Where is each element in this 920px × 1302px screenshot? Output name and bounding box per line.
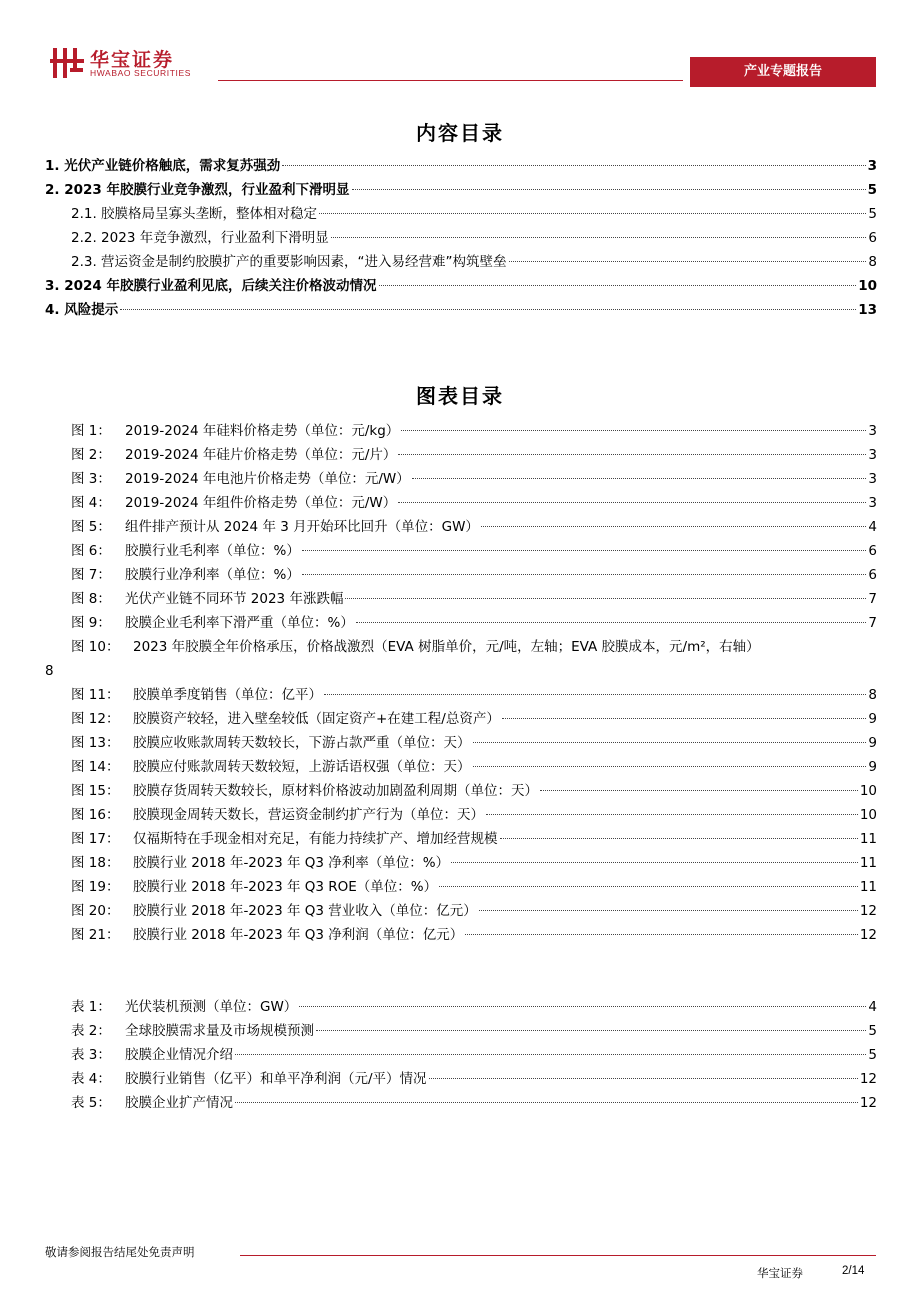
dot-leader xyxy=(473,742,867,743)
table-number: 表 4： xyxy=(71,1071,111,1087)
toc-entry-label: 4. 风险提示 xyxy=(45,302,119,318)
figure-entry[interactable] xyxy=(45,587,877,611)
figure-label: 组件排产预计从 2024 年 3 月开始环比回升（单位：GW） xyxy=(125,519,479,535)
figure-label: 胶膜单季度销售（单位：亿平） xyxy=(133,687,322,703)
figure-number: 图 5： xyxy=(71,519,111,535)
toc-entry[interactable] xyxy=(45,226,877,250)
table-page: 5 xyxy=(868,1023,877,1039)
figure-page: 4 xyxy=(868,519,877,535)
page-header xyxy=(0,0,920,100)
dot-leader xyxy=(465,934,858,935)
figure-label: 胶膜应收账款周转天数较长，下游占款严重（单位：天） xyxy=(133,735,471,751)
dot-leader xyxy=(345,598,866,599)
table-label: 光伏装机预测（单位：GW） xyxy=(125,999,298,1015)
figure-entry[interactable] xyxy=(45,419,877,443)
figure-label: 胶膜行业毛利率（单位：%） xyxy=(125,543,300,559)
figure-entry[interactable] xyxy=(45,707,877,731)
toc-entry-page: 13 xyxy=(858,302,877,318)
contents-list xyxy=(45,154,877,322)
figure-entry[interactable] xyxy=(45,635,877,683)
table-entry[interactable] xyxy=(45,1043,877,1067)
dot-leader xyxy=(401,430,866,431)
dot-leader xyxy=(319,213,866,214)
figure-label: 胶膜企业毛利率下滑严重（单位：%） xyxy=(125,615,354,631)
figures-title: 图表目录 xyxy=(416,384,504,408)
dot-leader xyxy=(356,622,867,623)
figure-page: 10 xyxy=(859,783,877,799)
figure-number: 图 8： xyxy=(71,591,111,607)
table-number: 表 3： xyxy=(71,1047,111,1063)
table-page: 4 xyxy=(868,999,877,1015)
figure-number: 图 7： xyxy=(71,567,111,583)
figure-label: 胶膜存货周转天数较长，原材料价格波动加剧盈利周期（单位：天） xyxy=(133,783,538,799)
figure-number: 图 4： xyxy=(71,495,111,511)
figure-entry[interactable] xyxy=(45,851,877,875)
figure-entry[interactable] xyxy=(45,923,877,947)
figure-entry[interactable] xyxy=(45,803,877,827)
toc-entry-label: 2.1. 胶膜格局呈寡头垄断，整体相对稳定 xyxy=(71,206,318,222)
table-entry[interactable] xyxy=(45,995,877,1019)
figure-page: 11 xyxy=(859,879,877,895)
figure-entry[interactable] xyxy=(45,563,877,587)
table-label: 胶膜行业销售（亿平）和单平净利润（元/平）情况 xyxy=(125,1071,427,1087)
toc-entry[interactable] xyxy=(45,250,877,274)
figure-entry[interactable] xyxy=(45,731,877,755)
figure-label: 胶膜应付账款周转天数较短，上游话语权强（单位：天） xyxy=(133,759,471,775)
dot-leader xyxy=(235,1054,866,1055)
figure-label: 胶膜行业 2018 年-2023 年 Q3 营业收入（单位：亿元） xyxy=(133,903,477,919)
figure-entry[interactable] xyxy=(45,899,877,923)
toc-entry-page: 10 xyxy=(858,278,877,294)
dot-leader xyxy=(479,910,858,911)
dot-leader xyxy=(331,237,867,238)
toc-entry-page: 3 xyxy=(867,158,877,174)
dot-leader xyxy=(502,718,867,719)
figure-number: 图 11： xyxy=(71,687,120,703)
figure-number: 图 19： xyxy=(71,879,120,895)
figure-page: 7 xyxy=(868,615,877,631)
figure-label: 2019-2024 年硅片价格走势（单位：元/片） xyxy=(125,447,397,463)
table-number: 表 5： xyxy=(71,1095,111,1111)
figure-label: 仅福斯特在手现金相对充足，有能力持续扩产、增加经营规模 xyxy=(133,831,498,847)
figure-number: 图 15： xyxy=(71,783,120,799)
figure-entry[interactable] xyxy=(45,491,877,515)
figure-entry[interactable] xyxy=(45,611,877,635)
footer-company: 华宝证券 xyxy=(757,1266,803,1280)
figure-page: 3 xyxy=(868,423,877,439)
figure-entry[interactable] xyxy=(45,515,877,539)
figure-number: 图 1： xyxy=(71,423,111,439)
table-label: 胶膜企业情况介绍 xyxy=(125,1047,233,1063)
figure-entry[interactable] xyxy=(45,683,877,707)
toc-entry[interactable] xyxy=(45,154,877,178)
toc-entry[interactable] xyxy=(45,202,877,226)
figure-entry[interactable] xyxy=(45,779,877,803)
figure-page: 9 xyxy=(868,735,877,751)
figure-page: 3 xyxy=(868,471,877,487)
dot-leader xyxy=(379,285,857,286)
figure-page: 12 xyxy=(859,927,877,943)
toc-entry[interactable] xyxy=(45,178,877,202)
toc-entry-label: 2.3. 营运资金是制约胶膜扩产的重要影响因素，“进入易经营难”构筑壁垒 xyxy=(71,254,507,270)
figure-entry[interactable] xyxy=(45,467,877,491)
figure-label: 2019-2024 年硅料价格走势（单位：元/kg） xyxy=(125,423,400,439)
figure-page: 7 xyxy=(868,591,877,607)
toc-entry[interactable] xyxy=(45,274,877,298)
dot-leader xyxy=(302,550,867,551)
dot-leader xyxy=(235,1102,858,1103)
figure-number: 图 18： xyxy=(71,855,120,871)
dot-leader xyxy=(324,694,866,695)
figure-entry[interactable] xyxy=(45,539,877,563)
dot-leader xyxy=(500,838,858,839)
toc-entry-label: 2. 2023 年胶膜行业竞争激烈，行业盈利下滑明显 xyxy=(45,182,350,198)
figure-page: 11 xyxy=(859,831,877,847)
toc-entry-label: 1. 光伏产业链价格触底，需求复苏强劲 xyxy=(45,158,281,174)
toc-entry-page: 6 xyxy=(868,230,877,246)
tables-list xyxy=(45,995,877,1115)
figure-label: 胶膜行业 2018 年-2023 年 Q3 净利润（单位：亿元） xyxy=(133,927,464,943)
figure-page: 8 xyxy=(868,687,877,703)
figure-number: 图 10： xyxy=(71,639,120,655)
table-page: 12 xyxy=(859,1095,877,1111)
dot-leader xyxy=(299,1006,866,1007)
figure-number: 图 16： xyxy=(71,807,120,823)
figure-number: 图 6： xyxy=(71,543,111,559)
dot-leader xyxy=(282,165,865,166)
figure-number: 图 14： xyxy=(71,759,120,775)
figure-label: 2019-2024 年组件价格走势（单位：元/W） xyxy=(125,495,397,511)
figure-page: 8 xyxy=(45,663,54,679)
table-number: 表 1： xyxy=(71,999,111,1015)
dot-leader xyxy=(429,1078,858,1079)
figure-entry[interactable] xyxy=(45,755,877,779)
table-label: 胶膜企业扩产情况 xyxy=(125,1095,233,1111)
figure-number: 图 17： xyxy=(71,831,120,847)
figure-label: 胶膜行业净利率（单位：%） xyxy=(125,567,300,583)
figure-label: 胶膜行业 2018 年-2023 年 Q3 ROE（单位：%） xyxy=(133,879,438,895)
dot-leader xyxy=(412,478,867,479)
logo-chinese-name: 华宝证券 xyxy=(90,49,175,71)
header-divider xyxy=(218,80,683,81)
figure-number: 图 9： xyxy=(71,615,111,631)
table-page: 12 xyxy=(859,1071,877,1087)
figure-number: 图 21： xyxy=(71,927,120,943)
report-type-badge: 产业专题报告 xyxy=(690,57,876,87)
figure-label: 胶膜现金周转天数长，营运资金制约扩产行为（单位：天） xyxy=(133,807,484,823)
toc-entry-label: 2.2. 2023 年竞争激烈，行业盈利下滑明显 xyxy=(71,230,329,246)
dot-leader xyxy=(302,574,867,575)
dot-leader xyxy=(486,814,858,815)
figure-label: 2023 年胶膜全年价格承压，价格战激烈（EVA 树脂单价，元/吨，左轴；EVA 胶膜成本，元/m²，右轴） xyxy=(133,639,760,655)
toc-entry-page: 5 xyxy=(868,206,877,222)
table-label: 全球胶膜需求量及市场规模预测 xyxy=(125,1023,314,1039)
figure-entry[interactable] xyxy=(45,875,877,899)
figure-number: 图 13： xyxy=(71,735,120,751)
page-number: 2/14 xyxy=(842,1265,865,1277)
dot-leader xyxy=(120,309,856,310)
table-entry[interactable] xyxy=(45,1067,877,1091)
figure-number: 图 12： xyxy=(71,711,120,727)
dot-leader xyxy=(509,261,867,262)
figure-entry[interactable] xyxy=(45,443,877,467)
toc-entry[interactable] xyxy=(45,298,877,322)
dot-leader xyxy=(439,886,858,887)
dot-leader xyxy=(481,526,866,527)
footer-disclaimer: 敬请参阅报告结尾处免责声明 xyxy=(45,1245,195,1259)
figure-page: 11 xyxy=(859,855,877,871)
figure-label: 光伏产业链不同环节 2023 年涨跌幅 xyxy=(125,591,344,607)
figure-page: 3 xyxy=(868,447,877,463)
dot-leader xyxy=(352,189,866,190)
company-logo xyxy=(50,42,220,82)
figure-page: 10 xyxy=(859,807,877,823)
toc-entry-label: 3. 2024 年胶膜行业盈利见底，后续关注价格波动情况 xyxy=(45,278,377,294)
toc-entry-page: 8 xyxy=(868,254,877,270)
figures-list xyxy=(45,419,877,947)
figure-number: 图 20： xyxy=(71,903,120,919)
table-page: 5 xyxy=(868,1047,877,1063)
figure-label: 2019-2024 年电池片价格走势（单位：元/W） xyxy=(125,471,410,487)
footer-divider xyxy=(240,1255,876,1256)
table-entry[interactable] xyxy=(45,1091,877,1115)
figure-number: 图 2： xyxy=(71,447,111,463)
toc-entry-page: 5 xyxy=(867,182,877,198)
figure-page: 9 xyxy=(868,711,877,727)
huabao-logo-icon xyxy=(50,46,84,80)
figure-label: 胶膜行业 2018 年-2023 年 Q3 净利率（单位：%） xyxy=(133,855,450,871)
dot-leader xyxy=(451,862,858,863)
figure-entry[interactable] xyxy=(45,827,877,851)
dot-leader xyxy=(473,766,867,767)
figure-page: 3 xyxy=(868,495,877,511)
dot-leader xyxy=(540,790,858,791)
figure-page: 6 xyxy=(868,543,877,559)
logo-english-name: HWABAO SECURITIES xyxy=(90,68,192,78)
contents-title: 内容目录 xyxy=(416,121,504,145)
table-entry[interactable] xyxy=(45,1019,877,1043)
figure-label: 胶膜资产较轻，进入壁垒较低（固定资产+在建工程/总资产） xyxy=(133,711,500,727)
figure-number: 图 3： xyxy=(71,471,111,487)
figure-page: 6 xyxy=(868,567,877,583)
dot-leader xyxy=(398,454,866,455)
dot-leader xyxy=(316,1030,866,1031)
table-number: 表 2： xyxy=(71,1023,111,1039)
figure-page: 12 xyxy=(859,903,877,919)
figure-page: 9 xyxy=(868,759,877,775)
dot-leader xyxy=(398,502,866,503)
